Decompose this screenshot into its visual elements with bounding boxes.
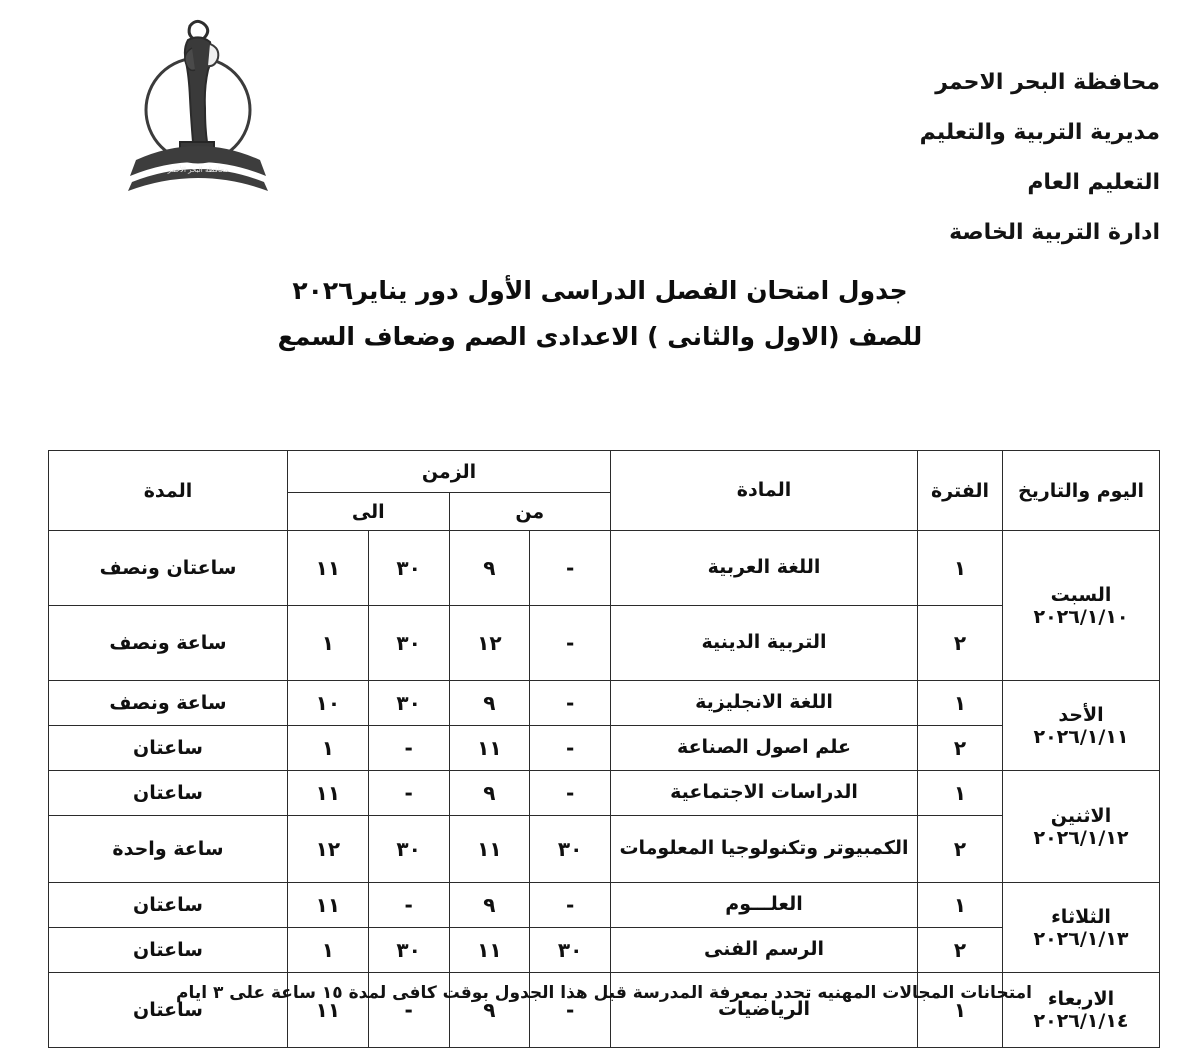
cell-from-min: -: [530, 771, 611, 816]
cell-period: ٢: [918, 726, 1003, 771]
table-body: [49, 531, 1160, 1048]
cell-period: ٢: [918, 928, 1003, 973]
cell-to-hour: ١١: [288, 771, 369, 816]
cell-from-hour: ٩: [449, 681, 530, 726]
day-date: ٢٠٢٦/١/١٠: [1033, 605, 1129, 628]
cell-from-hour: ١١: [449, 816, 530, 883]
header-period: الفترة: [918, 451, 1003, 531]
cell-period: ١: [918, 973, 1003, 1048]
cell-duration: ساعة ونصف: [49, 681, 288, 726]
cell-to-hour: ١: [288, 606, 369, 681]
table-row: [49, 681, 1160, 726]
organization-header: [640, 58, 1160, 258]
cell-from-min: ٣٠: [530, 816, 611, 883]
cell-duration: ساعتان: [49, 883, 288, 928]
cell-from-hour: ٩: [449, 973, 530, 1048]
org-line-general-education: التعليم العام: [1027, 170, 1160, 195]
cell-to-min: ٣٠: [368, 606, 449, 681]
cell-day-date: [1003, 531, 1160, 681]
cell-duration: ساعتان: [49, 726, 288, 771]
cell-duration: ساعتان: [49, 928, 288, 973]
cell-day-date: [1003, 681, 1160, 771]
cell-to-hour: ١١: [288, 883, 369, 928]
cell-to-hour: ١: [288, 928, 369, 973]
cell-subject: علم اصول الصناعة: [611, 726, 918, 771]
cell-period: ١: [918, 883, 1003, 928]
logo-caption-text: محافظة البحر الأحمر: [167, 166, 229, 174]
cell-to-hour: ١: [288, 726, 369, 771]
org-line-directorate: مديرية التربية والتعليم: [919, 120, 1160, 145]
header-time-to: الى: [288, 493, 450, 531]
header-row-main: [49, 451, 1160, 493]
header-duration: المدة: [49, 451, 288, 531]
cell-duration: ساعتان: [49, 771, 288, 816]
header-day-date: اليوم والتاريخ: [1003, 451, 1160, 531]
title-line-grades: للصف (الاول والثانى ) الاعدادى الصم وضعاف السمع: [277, 322, 923, 351]
cell-subject: الرسم الفنى: [611, 928, 918, 973]
cell-to-hour: ١١: [288, 531, 369, 606]
cell-from-min: -: [530, 681, 611, 726]
cell-to-hour: ١٠: [288, 681, 369, 726]
org-line-governorate: محافظة البحر الاحمر: [935, 70, 1160, 95]
day-name: السبت: [1050, 583, 1112, 606]
cell-duration: ساعة واحدة: [49, 816, 288, 883]
table-row: [49, 771, 1160, 816]
org-line-special-education: ادارة التربية الخاصة: [949, 220, 1160, 245]
cell-period: ٢: [918, 816, 1003, 883]
day-name: الاثنين: [1050, 804, 1112, 827]
cell-from-hour: ٩: [449, 771, 530, 816]
cell-from-hour: ١١: [449, 928, 530, 973]
cell-day-date: [1003, 883, 1160, 973]
cell-from-min: -: [530, 726, 611, 771]
table-row: [49, 883, 1160, 928]
cell-subject: اللغة الانجليزية: [611, 681, 918, 726]
cell-from-hour: ١٢: [449, 606, 530, 681]
cell-day-date: [1003, 771, 1160, 883]
cell-duration: ساعة ونصف: [49, 606, 288, 681]
cell-period: ٢: [918, 606, 1003, 681]
header-subject: المادة: [611, 451, 918, 531]
cell-from-min: -: [530, 883, 611, 928]
day-name: الأحد: [1058, 703, 1104, 726]
red-sea-governorate-logo: [118, 8, 278, 198]
cell-from-min: -: [530, 606, 611, 681]
cell-from-min: -: [530, 531, 611, 606]
header-time: الزمن: [288, 451, 611, 493]
cell-from-min: ٣٠: [530, 928, 611, 973]
title-line-exam: جدول امتحان الفصل الدراسى الأول دور يناير٢٠٢٦: [292, 276, 908, 305]
cell-to-min: -: [368, 726, 449, 771]
cell-duration: ساعتان: [49, 973, 288, 1048]
cell-to-min: ٣٠: [368, 816, 449, 883]
governorate-emblem-icon: [118, 8, 278, 198]
day-name: الاربعاء: [1047, 988, 1115, 1010]
cell-to-min: -: [368, 771, 449, 816]
cell-to-min: ٣٠: [368, 928, 449, 973]
day-date: ٢٠٢٦/١/١٢: [1033, 826, 1129, 849]
schedule-table-container: [48, 450, 1160, 1048]
table-row: [49, 726, 1160, 771]
day-name: الثلاثاء: [1051, 905, 1111, 928]
cell-from-hour: ١١: [449, 726, 530, 771]
table-row: [49, 531, 1160, 606]
day-date: ٢٠٢٦/١/١١: [1033, 725, 1129, 748]
cell-period: ١: [918, 771, 1003, 816]
cell-to-min: ٣٠: [368, 531, 449, 606]
table-row: [49, 816, 1160, 883]
cell-period: ١: [918, 681, 1003, 726]
cell-from-hour: ٩: [449, 531, 530, 606]
cell-from-hour: ٩: [449, 883, 530, 928]
cell-subject: اللغة العربية: [611, 531, 918, 606]
cell-to-min: ٣٠: [368, 681, 449, 726]
header-time-from: من: [449, 493, 611, 531]
cell-to-min: -: [368, 883, 449, 928]
footer-note: امتحانات المجالات المهنيه تحدد بمعرفة المدرسة قبل هذا الجدول بوقت كافى لمدة ١٥ ساعة على ٣ ايام: [176, 983, 1032, 1003]
page-title: [40, 268, 1160, 360]
day-date: ٢٠٢٦/١/١٤: [1033, 1010, 1129, 1032]
table-row: [49, 606, 1160, 681]
cell-subject: العلـــوم: [611, 883, 918, 928]
cell-to-hour: ١١: [288, 973, 369, 1048]
cell-duration: ساعتان ونصف: [49, 531, 288, 606]
cell-subject: الرياضيات: [611, 973, 918, 1048]
cell-subject: الكمبيوتر وتكنولوجيا المعلومات: [611, 816, 918, 883]
cell-subject: التربية الدينية: [611, 606, 918, 681]
cell-to-hour: ١٢: [288, 816, 369, 883]
cell-period: ١: [918, 531, 1003, 606]
cell-subject: الدراسات الاجتماعية: [611, 771, 918, 816]
table-row: [49, 928, 1160, 973]
day-date: ٢٠٢٦/١/١٣: [1033, 927, 1129, 950]
exam-schedule-table: [48, 450, 1160, 1048]
table-head: [49, 451, 1160, 531]
cell-from-min: -: [530, 973, 611, 1048]
cell-to-min: -: [368, 973, 449, 1048]
